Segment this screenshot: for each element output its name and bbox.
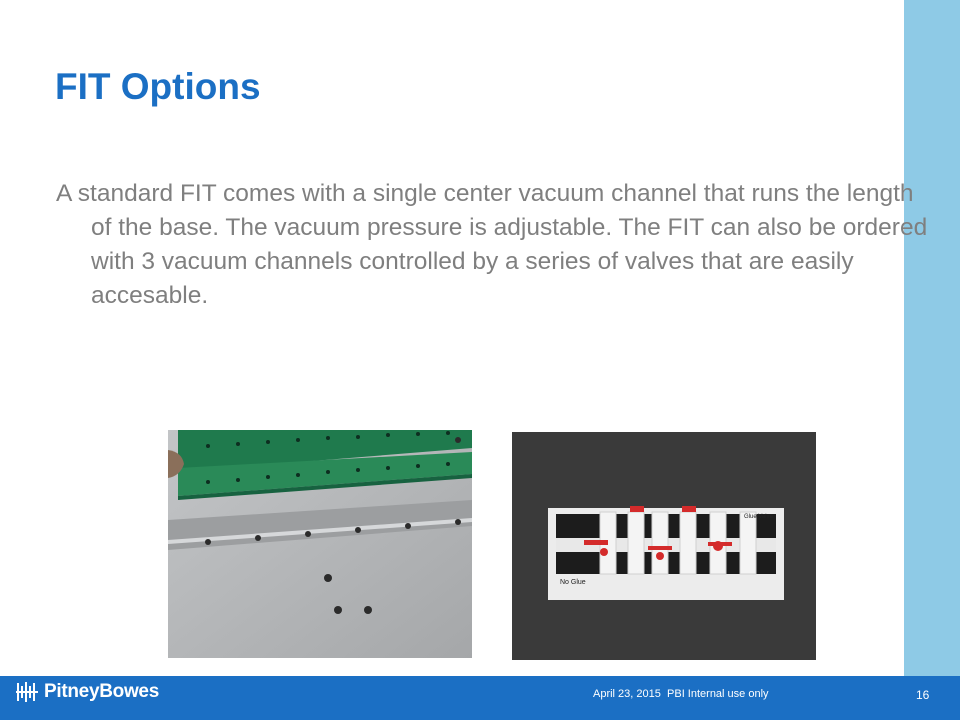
valves-photo xyxy=(512,432,816,660)
footer-meta xyxy=(593,688,769,700)
slide-body-text: A standard FIT comes with a single center vacuum channel that runs the length of the base. The vacuum pressure is adjustable. The FIT can also be ordered with 3 vacuum channels controlled by a series of valves that are easily accesable. xyxy=(56,180,928,309)
side-accent-bar xyxy=(904,0,960,676)
belt-base-illustration xyxy=(168,430,472,658)
logo-wordmark: PitneyBowes xyxy=(44,681,159,702)
pitney-bowes-logo-icon xyxy=(16,681,38,703)
pitney-bowes-logo xyxy=(16,681,159,703)
valves-illustration xyxy=(512,432,816,660)
valves-label-glue: Glue Valve xyxy=(744,514,773,520)
footer-date: April 23, 2015 xyxy=(593,688,661,700)
slide-title: FIT Options xyxy=(55,66,261,107)
belt-base-photo xyxy=(168,430,472,658)
page-number: 16 xyxy=(916,688,930,702)
valves-label-no-glue: No Glue xyxy=(560,579,586,586)
footer-classification: PBI Internal use only xyxy=(667,688,769,700)
